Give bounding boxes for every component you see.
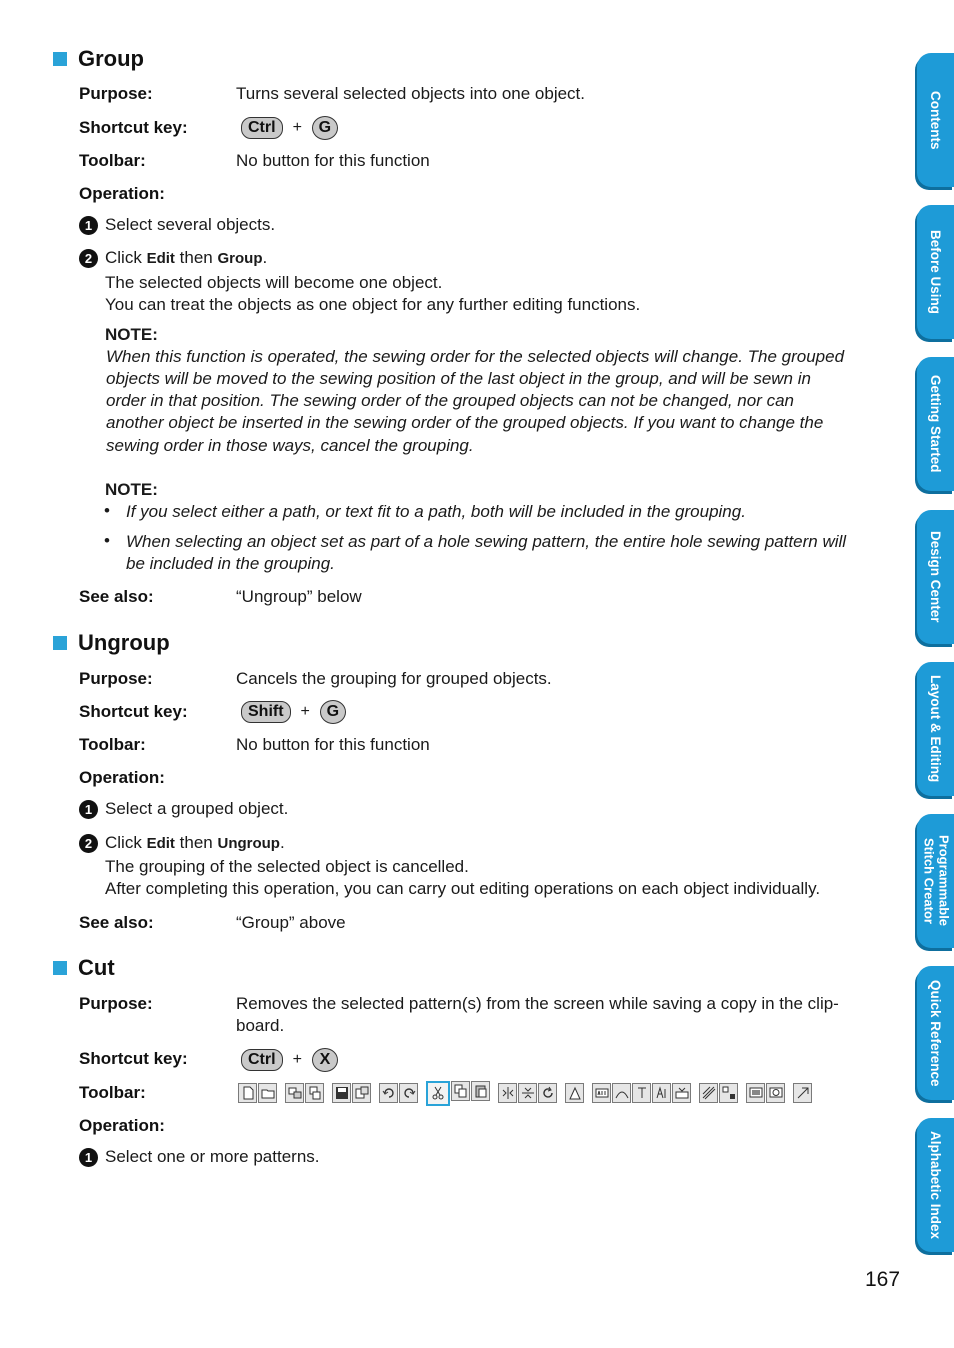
tab-contents[interactable] [917,53,954,187]
purpose-label: Purpose: [79,669,153,688]
tab-before-using[interactable] [917,205,954,339]
section-square-icon [53,52,67,66]
purpose-label: Purpose: [79,994,153,1013]
redo-icon [399,1083,418,1103]
ungroup-see-also: “Group” above [236,913,346,932]
tab-label: Layout & Editing [928,675,943,783]
note2-bullet1: If you select either a path, or text fit to a path, both will be included in the grouping. [126,502,746,521]
group-title: Group [78,46,144,71]
cut-purpose-line2: board. [236,1016,285,1035]
step-click: Click [105,833,142,852]
ungroup-step2 [105,832,285,855]
preview-icon [766,1083,785,1103]
toolbar-label: Toolbar: [79,1083,146,1102]
cut-heading [53,956,115,980]
text-icon [592,1083,611,1103]
note1-line: sewing order in those ways, cancel the grouping. [106,436,474,455]
toolbar-label: Toolbar: [79,151,146,170]
g-key: G [320,700,346,724]
menu-edit: Edit [146,835,175,852]
step-then: then [179,248,213,267]
shortcut-label: Shortcut key: [79,118,188,137]
tab-label: Getting Started [928,375,943,473]
see-also-label: See also: [79,587,154,606]
bullet: • [104,501,110,520]
group-result1: The selected objects will become one object. [105,273,443,292]
menu-group: Group [217,250,263,267]
group-result2: You can treat the objects as one object for any further editing functions. [105,295,641,314]
mirror-horizontal-icon [498,1083,517,1103]
toolbar-label: Toolbar: [79,735,146,754]
ungroup-result1: The grouping of the selected object is cancelled. [105,857,469,876]
step-number: 2 [79,249,98,268]
shortcut-label: Shortcut key: [79,702,188,721]
ungroup-step1: Select a grouped object. [105,799,289,818]
import-icon [285,1083,304,1103]
x-key: X [312,1048,338,1072]
tab-label: Before Using [928,229,943,314]
cut-step1: Select one or more patterns. [105,1147,320,1166]
save-icon [332,1083,351,1103]
vertical-text-icon [632,1083,651,1103]
group-step2 [105,247,267,270]
note1-line: When this function is operated, the sewing order for the selected objects will change. The grouped [106,347,845,366]
step-number: 1 [79,216,98,235]
import-design-icon [305,1083,324,1103]
purpose-label: Purpose: [79,84,153,103]
ungroup-heading [53,631,170,655]
note1-line: objects will be moved to the sewing position of the last object in the group, and will be sewn in [106,369,811,388]
group-see-also: “Ungroup” below [236,587,362,606]
tab-getting-started[interactable] [917,357,954,491]
plus-sign: + [292,119,302,136]
group-shortcut [241,116,338,140]
tab-alphabetic-index[interactable] [917,1118,954,1252]
cut-toolbar [238,1080,820,1106]
tab-label: Contents [928,90,943,150]
step-number: 1 [79,1148,98,1167]
shift-key: Shift [241,701,291,723]
sewing-order-icon [719,1083,738,1103]
design-property-icon [746,1083,765,1103]
cut-shortcut [241,1048,338,1072]
plus-sign: + [300,703,310,720]
note2-bullet2-cont: be included in the grouping. [126,554,335,573]
ungroup-title: Ungroup [78,630,170,655]
operation-label: Operation: [79,768,165,787]
note1-line: order in that position. The sewing order of the grouped objects can not be changed, nor can [106,391,795,410]
rotate-icon [538,1083,557,1103]
transform-text-icon [672,1083,691,1103]
step-then: then [179,833,213,852]
text-attribute-icon [652,1083,671,1103]
tab-design-center[interactable] [917,510,954,644]
cut-scissors-icon [426,1081,450,1106]
operation-label: Operation: [79,184,165,203]
copy-icon [451,1081,470,1101]
ungroup-result2: After completing this operation, you can carry out editing operations on each object individually. [105,879,821,898]
see-also-label: See also: [79,913,154,932]
period: . [279,833,285,852]
step-number: 1 [79,800,98,819]
ctrl-key: Ctrl [241,117,283,139]
tab-programmable-stitch-creator[interactable] [917,814,954,948]
shortcut-label: Shortcut key: [79,1049,188,1068]
fit-text-path-icon [612,1083,631,1103]
cut-title: Cut [78,955,115,980]
mirror-vertical-icon [518,1083,537,1103]
ctrl-key: Ctrl [241,1049,283,1071]
plus-sign: + [292,1051,302,1068]
cut-purpose-line1: Removes the selected pattern(s) from the screen while saving a copy in the clip- [236,994,839,1013]
tab-label: Alphabetic Index [928,1130,943,1240]
write-card-icon [352,1083,371,1103]
open-folder-icon [258,1083,277,1103]
menu-edit: Edit [146,250,175,267]
period: . [262,248,268,267]
operation-label: Operation: [79,1116,165,1135]
note-label: NOTE: [105,480,158,499]
note1-line: another object be inserted in the sewing order of the grouped objects. If you want to change the [106,413,824,432]
stitch-simulator-icon [699,1083,718,1103]
section-square-icon [53,636,67,650]
tab-label: Programmable Stitch Creator [921,835,952,927]
group-heading [53,47,144,71]
undo-icon [379,1083,398,1103]
step-number: 2 [79,834,98,853]
step-click: Click [105,248,142,267]
section-square-icon [53,961,67,975]
menu-ungroup: Ungroup [217,835,280,852]
tab-quick-reference[interactable] [917,966,954,1100]
group-step1: Select several objects. [105,215,276,234]
tab-label: Quick Reference [928,979,943,1087]
ungroup-toolbar: No button for this function [236,735,430,754]
paste-icon [471,1081,490,1101]
realistic-preview-icon [793,1083,812,1103]
bullet: • [104,531,110,550]
tab-label: Design Center [928,531,943,623]
page-number: 167 [865,1268,901,1291]
new-file-icon [238,1083,257,1103]
group-purpose: Turns several selected objects into one object. [236,84,586,103]
group-toolbar: No button for this function [236,151,430,170]
note-label: NOTE: [105,325,158,344]
ungroup-purpose: Cancels the grouping for grouped objects. [236,669,552,688]
tab-layout-editing[interactable] [917,662,954,796]
g-key: G [312,116,338,140]
wizard-icon [565,1083,584,1103]
ungroup-shortcut [241,700,346,724]
note2-bullet2: When selecting an object set as part of a hole sewing pattern, the entire hole sewing pattern will [126,532,847,551]
